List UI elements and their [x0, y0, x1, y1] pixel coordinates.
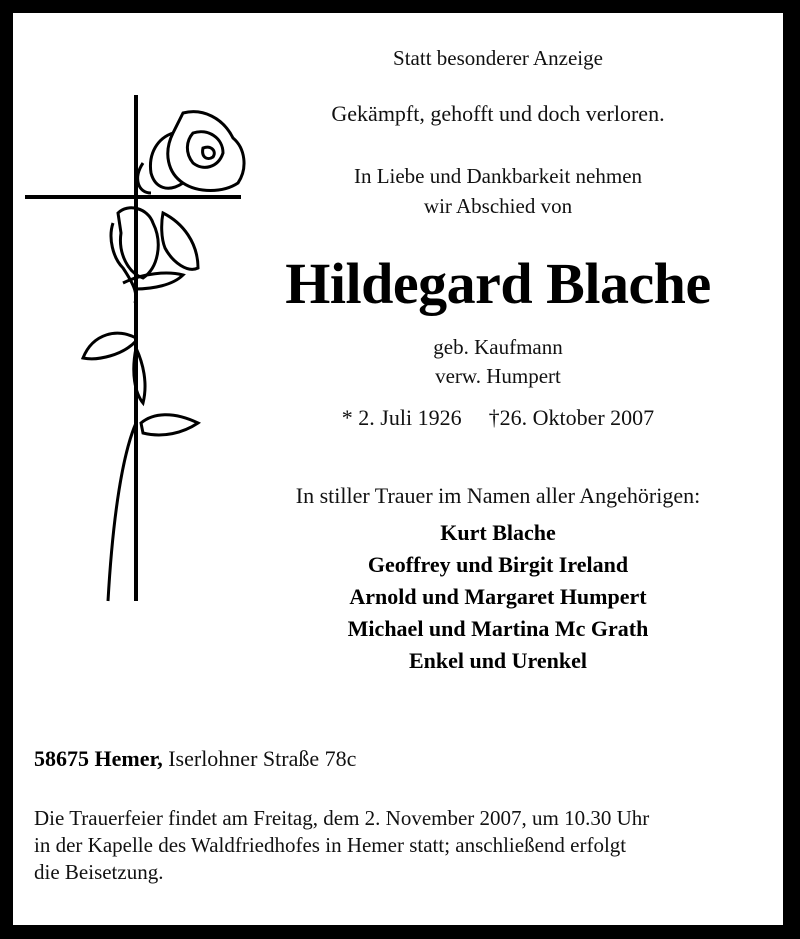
- obituary-notice: [13, 13, 783, 925]
- deceased-name: Hildegard Blache: [285, 251, 711, 316]
- address: [34, 746, 356, 772]
- notice-header: Statt besonderer Anzeige: [393, 46, 603, 70]
- mourner: Geoffrey und Birgit Ireland: [367, 552, 629, 577]
- service-line-3: die Beisetzung.: [34, 860, 164, 884]
- mourner: Enkel und Urenkel: [408, 648, 588, 673]
- mourners-list: [213, 517, 783, 677]
- address-street: Iserlohner Straße 78c: [162, 746, 357, 771]
- birth-date: * 2. Juli 1926: [341, 405, 462, 430]
- address-city: 58675 Hemer,: [34, 746, 163, 771]
- mourner: Michael und Martina Mc Grath: [347, 616, 649, 641]
- birth-name: geb. Kaufmann: [433, 335, 563, 359]
- service-line-2: in der Kapelle des Waldfriedhofes in Hemer statt; anschließend erfolgt: [34, 833, 627, 857]
- mourner: Arnold und Margaret Humpert: [349, 584, 647, 609]
- widowed-name: verw. Humpert: [435, 364, 561, 388]
- motto: Gekämpft, gehofft und doch verloren.: [331, 101, 665, 126]
- intro-line-2: wir Abschied von: [423, 194, 573, 218]
- death-date: †26. Oktober 2007: [488, 405, 655, 430]
- life-dates: [213, 405, 783, 431]
- intro-line-1: In Liebe und Dankbarkeit nehmen: [353, 164, 643, 188]
- mourning-intro: In stiller Trauer im Namen aller Angehörigen:: [295, 483, 701, 508]
- service-line-1: Die Trauerfeier findet am Freitag, dem 2. November 2007, um 10.30 Uhr: [34, 806, 650, 830]
- mourner: Kurt Blache: [440, 520, 556, 545]
